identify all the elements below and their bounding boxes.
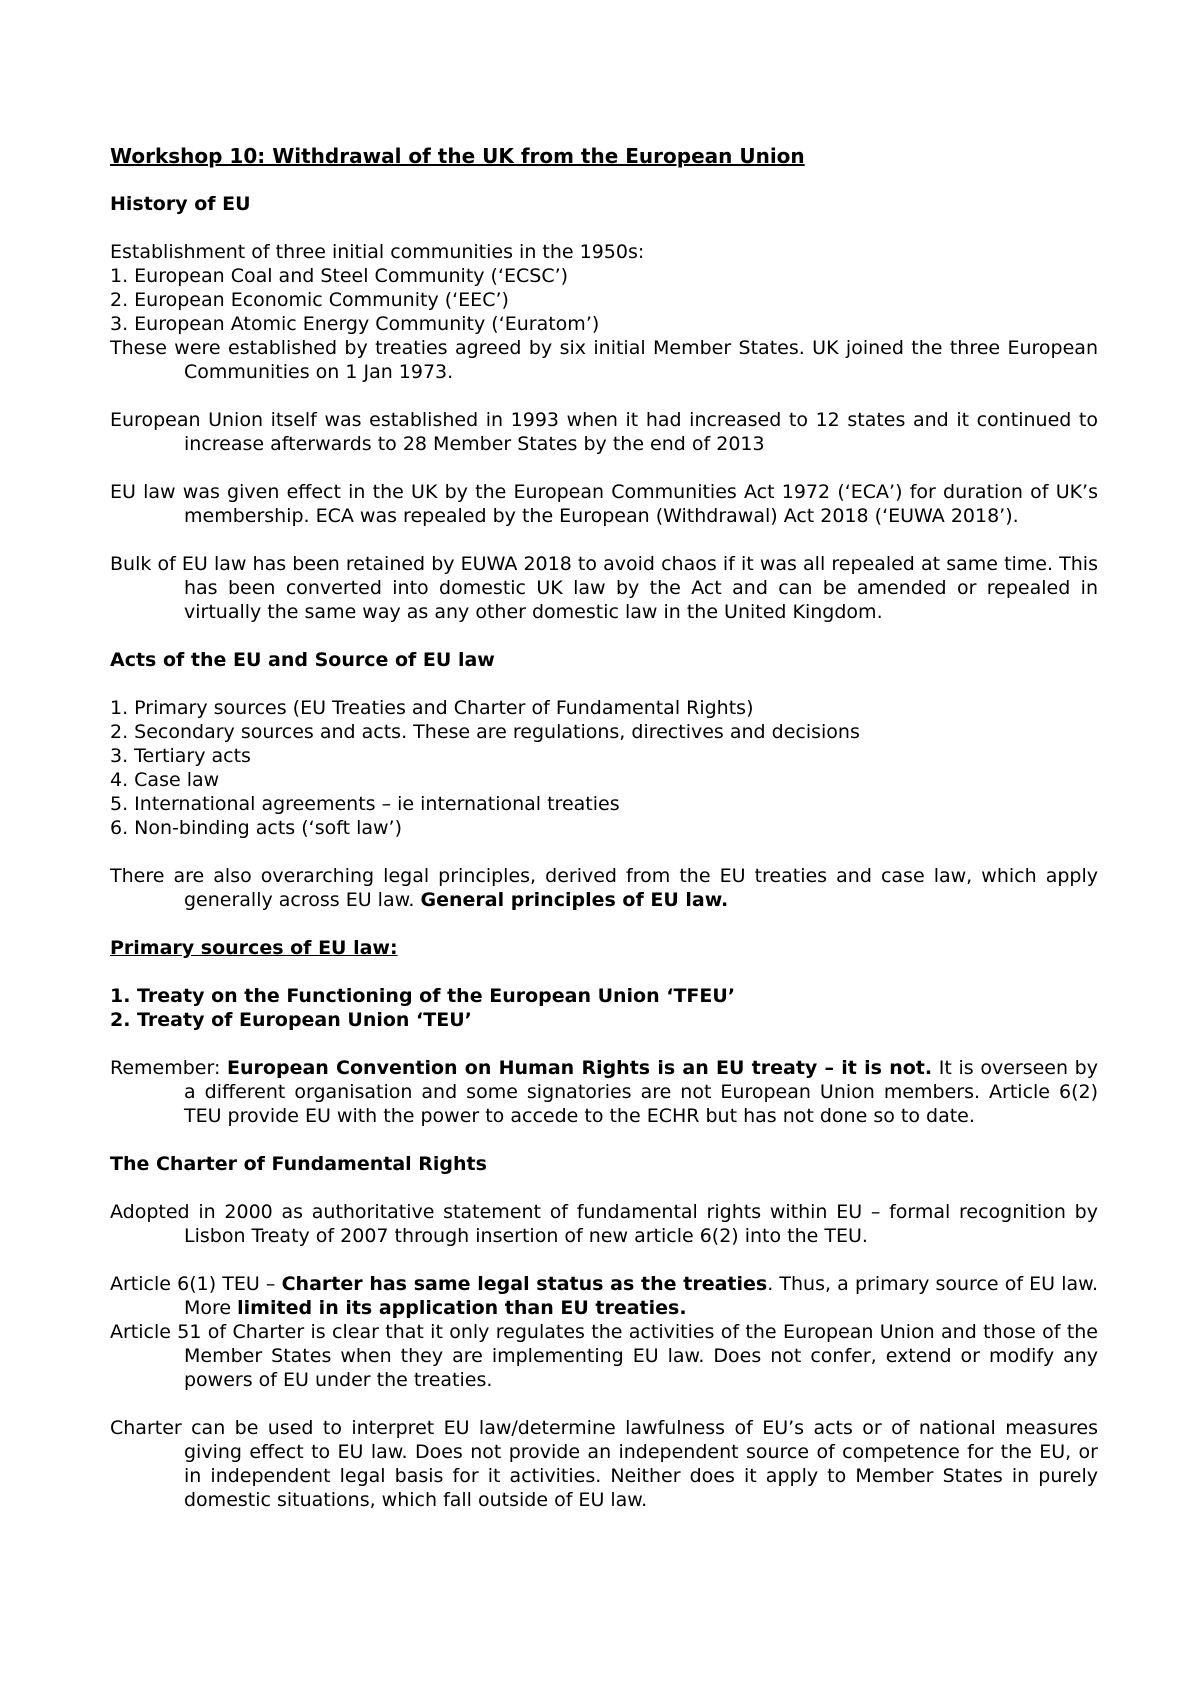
charter-p2-bold-1: Charter has same legal status as the treaties <box>281 1273 768 1295</box>
acts-list-item: 2. Secondary sources and acts. These are regulations, directives and decisions <box>110 721 860 743</box>
history-intro: Establishment of three initial communities in the 1950s: <box>110 241 645 263</box>
community-item: 2. European Economic Community (‘EEC’) <box>110 289 509 311</box>
charter-p2-bold-2: limited in its application than EU treaties. <box>237 1297 687 1319</box>
general-principles-paragraph <box>110 864 1098 912</box>
remember-label: Remember: <box>110 1057 221 1079</box>
charter-p2-text-a: Article 6(1) TEU – <box>110 1273 276 1295</box>
community-item: 3. European Atomic Energy Community (‘Euratom’) <box>110 313 600 335</box>
acts-list-item: 6. Non-binding acts (‘soft law’) <box>110 817 402 839</box>
charter-paragraph-2 <box>110 1272 1098 1320</box>
history-paragraph-1: These were established by treaties agreed by six initial Member States. UK joined the three European Communities on 1 Jan 1973. <box>110 337 1098 383</box>
history-paragraph-3: EU law was given effect in the UK by the European Communities Act 1972 (‘ECA’) for duration of UK’s membership. ECA was repealed by the European (Withdrawal) Act 2018 (‘EUWA 2018’). <box>110 481 1098 527</box>
history-paragraph-2: European Union itself was established in 1993 when it had increased to 12 states and it continued to increase afterwards to 28 Member States by the end of 2013 <box>110 409 1098 455</box>
acts-list-item: 4. Case law <box>110 769 220 791</box>
charter-paragraph-3: Article 51 of Charter is clear that it only regulates the activities of the European Union and those of the Member States when they are implementing EU law. Does not confer, extend or modify any powers of EU under the treaties. <box>110 1321 1098 1391</box>
remember-paragraph <box>110 1056 1098 1128</box>
general-principles-text: There are also overarching legal principles, derived from the EU treaties and case law, which apply generally across EU law. <box>110 865 1098 911</box>
charter-heading: The Charter of Fundamental Rights <box>110 1153 487 1175</box>
treaties-list <box>110 984 1098 1032</box>
treaty-item: 2. Treaty of European Union ‘TEU’ <box>110 1009 472 1031</box>
document-title: Workshop 10: Withdrawal of the UK from the European Union <box>110 144 805 168</box>
charter-paragraph-1: Adopted in 2000 as authoritative statement of fundamental rights within EU – formal recognition by Lisbon Treaty of 2007 through insertion of new article 6(2) into the TEU. <box>110 1201 1098 1247</box>
remember-bold: European Convention on Human Rights is an EU treaty – it is not. <box>227 1057 933 1079</box>
charter-paragraph-4: Charter can be used to interpret EU law/determine lawfulness of EU’s acts or of national measures giving effect to EU law. Does not provide an independent source of competence for the EU, or in independent legal basis for it activities. Neither does it apply to Member States in purely domestic situations, which fall outside of EU law. <box>110 1417 1098 1511</box>
acts-list-item: 5. International agreements – ie international treaties <box>110 793 620 815</box>
primary-sources-heading: Primary sources of EU law: <box>110 937 398 959</box>
remember-text: It is overseen by a different organisation and some signatories are not European Union members. Article 6(2) TEU provide EU with the power to accede to the ECHR but has not done so to date. <box>184 1057 1098 1127</box>
general-principles-bold: General principles of EU law. <box>420 889 729 911</box>
acts-heading: Acts of the EU and Source of EU law <box>110 649 495 671</box>
acts-list <box>110 696 1098 840</box>
acts-list-item: 1. Primary sources (EU Treaties and Charter of Fundamental Rights) <box>110 697 754 719</box>
charter-p2-text-b: . Thus, a primary source of EU law. More <box>184 1273 1098 1319</box>
community-item: 1. European Coal and Steel Community (‘ECSC’) <box>110 265 569 287</box>
history-heading: History of EU <box>110 193 251 215</box>
treaty-item: 1. Treaty on the Functioning of the European Union ‘TFEU’ <box>110 985 736 1007</box>
acts-list-item: 3. Tertiary acts <box>110 745 251 767</box>
history-paragraph-4: Bulk of EU law has been retained by EUWA 2018 to avoid chaos if it was all repealed at same time. This has been converted into domestic UK law by the Act and can be amended or repealed in virtually the same way as any other domestic law in the United Kingdom. <box>110 553 1098 623</box>
